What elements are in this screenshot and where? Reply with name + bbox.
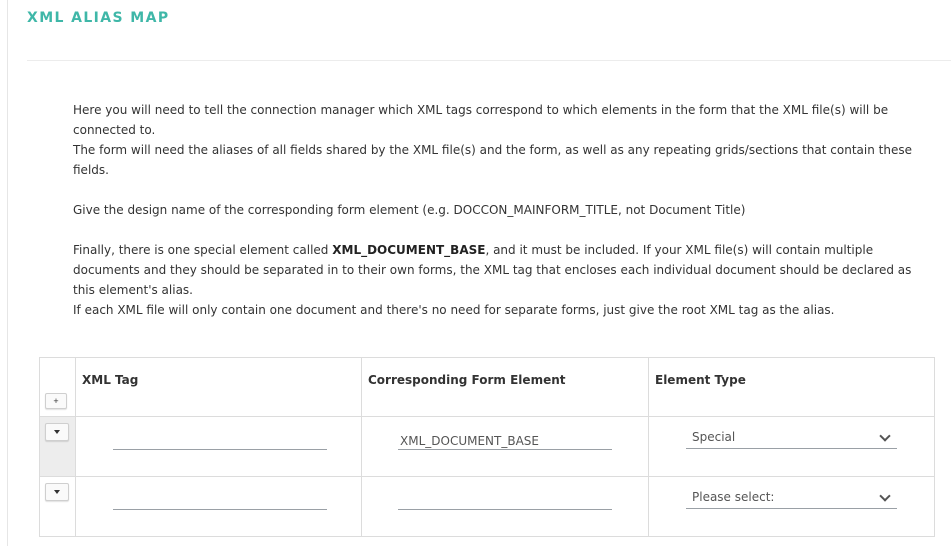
column-header-form-element: Corresponding Form Element (368, 373, 566, 387)
element-type-select[interactable] (686, 427, 897, 449)
page-title: XML ALIAS MAP (27, 10, 170, 26)
table-row (40, 477, 934, 537)
row-control-cell (40, 477, 75, 537)
instruction-paragraph-5: If each XML file will only contain one document and there's no need for separate forms, just give the root XML tag as the alias. (73, 303, 835, 317)
instruction-text: , and it must be included. If your XML file(s) will contain multiple documents and they should be separated in to their own forms, the XML tag that encloses each individual document should be declared as this element's alias. (73, 243, 912, 297)
chevron-down-icon (879, 490, 890, 501)
header-cell-xml-tag (75, 358, 361, 416)
alias-grid (39, 357, 935, 537)
element-type-cell (648, 417, 935, 476)
header-cell-form-element (361, 358, 648, 416)
instruction-paragraph-3: Give the design name of the corresponding form element (e.g. DOCCON_MAINFORM_TITLE, not Document Title) (73, 203, 746, 217)
header-control-cell (40, 358, 75, 416)
special-element-name: XML_DOCUMENT_BASE (332, 243, 486, 257)
instruction-paragraph-2: The form will need the aliases of all fields shared by the XML file(s) and the form, as well as any repeating grids/sections that contain these fields. (73, 143, 912, 177)
instruction-paragraph-4 (73, 240, 923, 300)
xml-tag-input[interactable] (113, 433, 327, 450)
element-type-value: Special (692, 430, 736, 444)
instruction-paragraph-1: Here you will need to tell the connection manager which XML tags correspond to which elements in the form that the XML file(s) will be connected to. (73, 103, 889, 137)
element-type-cell (648, 477, 935, 537)
form-element-input[interactable] (398, 493, 612, 510)
caret-down-icon (54, 430, 60, 434)
form-element-cell (361, 477, 648, 537)
add-row-button[interactable]: + (45, 393, 67, 409)
row-menu-button[interactable] (45, 423, 69, 441)
table-row (40, 417, 934, 477)
grid-header-row (40, 358, 934, 417)
xml-tag-cell (75, 477, 361, 537)
element-type-select[interactable] (686, 487, 897, 509)
xml-tag-input[interactable] (113, 493, 327, 510)
form-element-cell (361, 417, 648, 476)
row-menu-button[interactable] (45, 483, 69, 501)
element-type-value: Please select: (692, 490, 775, 504)
chevron-down-icon (879, 430, 890, 441)
header-cell-element-type (648, 358, 935, 416)
column-header-xml-tag: XML Tag (82, 373, 139, 387)
row-control-cell (40, 417, 75, 476)
caret-down-icon (54, 490, 60, 494)
form-element-input[interactable] (398, 433, 612, 450)
title-divider (27, 60, 951, 61)
xml-tag-cell (75, 417, 361, 476)
instructions (73, 100, 923, 320)
column-header-element-type: Element Type (655, 373, 746, 387)
instruction-text: Finally, there is one special element called (73, 243, 333, 257)
